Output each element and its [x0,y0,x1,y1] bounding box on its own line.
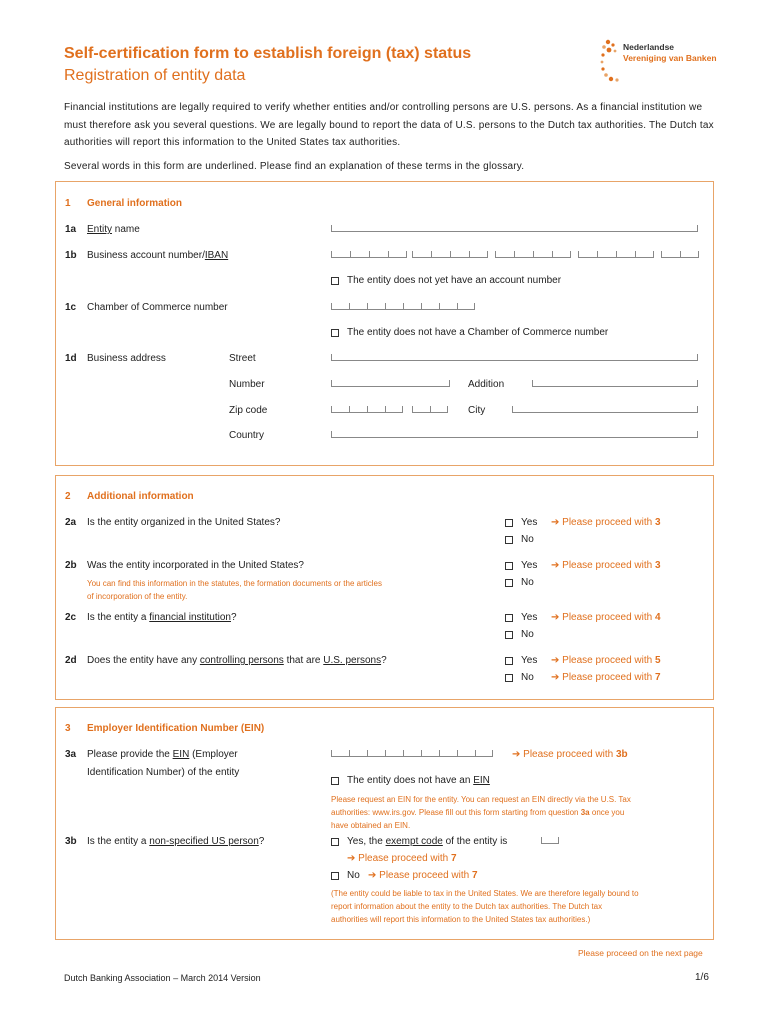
country-label: Country [229,430,265,441]
no-chamber-checkbox[interactable] [331,329,339,337]
q3b-term: non-specified US person [149,836,259,847]
section-1-number: 1 [65,198,71,209]
iban-field-group-5[interactable] [661,251,699,258]
q2d-yes-proceed-text: ➔ Please proceed with [551,655,655,666]
q2b-number: 2b [65,560,77,571]
q2a-yes-proceed [551,517,661,528]
country-field[interactable] [331,431,698,438]
no-chamber-label: The entity does not have a Chamber of Commerce number [347,327,609,338]
q1c-number: 1c [65,302,77,313]
q1a-label [87,224,140,235]
q3b-yes-term: exempt code [385,836,443,847]
footer-version: Dutch Banking Association – March 2014 Version [64,973,261,983]
no-ein-pre: The entity does not have an [347,775,474,786]
no-account-label: The entity does not yet have an account number [347,275,562,286]
section-3-title: Employer Identification Number (EIN) [87,723,265,734]
q3a-pre: Please provide the [87,749,173,760]
q2d-no-label: No [521,672,534,683]
q2d-no-checkbox[interactable] [505,674,513,682]
street-label: Street [229,353,256,364]
q3b-note-line1: (The entity could be liable to tax in the United States. We are therefore legally bound to [331,889,639,898]
q2d-no-proceed-text: ➔ Please proceed with [551,672,655,683]
q2d-no-proceed-target: 7 [655,672,661,683]
form-subtitle: Registration of entity data [64,67,246,84]
ein-field[interactable] [331,750,493,757]
q2c-proceed-target: 4 [655,612,661,623]
q2b-note-line2: of incorporation of the entity. [87,592,188,601]
q2a-yes-checkbox[interactable] [505,519,513,527]
q2d-yes-proceed [551,655,661,666]
q3a-term: EIN [172,749,190,760]
q2c-number: 2c [65,612,77,623]
section-3-number: 3 [65,723,71,734]
q2b-yes-checkbox[interactable] [505,562,513,570]
q3a-proceed-target: 3b [616,749,628,760]
q1b-label-pre: Business account number/ [87,250,205,261]
q3a-proceed [512,749,628,760]
no-ein-term: EIN [473,775,490,786]
q3a-note-line1: Please request an EIN for the entity. You can request an EIN directly via the U.S. Tax [331,795,631,804]
section-general-information [55,181,714,466]
q3a-note2-pre: authorities: www.irs.gov. Please fill out this form starting from question [331,808,581,817]
section-2-number: 2 [65,491,71,502]
no-ein-label [347,775,490,786]
q2d-post: ? [381,655,387,666]
q2d-label [87,655,387,666]
q2d-yes-proceed-target: 5 [655,655,661,666]
page-number: 1/6 [695,972,709,983]
no-ein-checkbox[interactable] [331,777,339,785]
section-1-title: General information [87,198,183,209]
q1d-label: Business address [87,353,166,364]
q1a-label-term: Entity [87,224,113,235]
zip-code-label: Zip code [229,405,268,416]
q2a-no-label: No [521,534,534,545]
q3b-yes-proceed-target: 7 [451,853,457,864]
q2a-number: 2a [65,517,77,528]
q3a-note2-ref: 3a [580,808,590,817]
q2c-yes-checkbox[interactable] [505,614,513,622]
iban-field-group-4[interactable] [578,251,654,258]
q3b-no-checkbox[interactable] [331,872,339,880]
next-page-note: Please proceed on the next page [578,948,703,958]
q2b-note-line1: You can find this information in the statutes, the formation documents or the articles [87,579,382,588]
q3b-no-label: No [347,870,360,881]
exempt-code-field[interactable] [541,837,559,844]
street-field[interactable] [331,354,698,361]
q2b-no-label: No [521,577,534,588]
q3a-label-line2: Identification Number) of the entity [87,767,240,778]
entity-name-field[interactable] [331,225,698,232]
q3b-no-proceed [368,870,478,881]
q3b-yes-post: of the entity is [442,836,508,847]
q3a-note-line3: have obtained an EIN. [331,821,411,830]
q2d-mid: that are [283,655,324,666]
q2c-no-checkbox[interactable] [505,631,513,639]
q2c-term: financial institution [149,612,231,623]
section-2-title: Additional information [87,491,194,502]
q2d-yes-checkbox[interactable] [505,657,513,665]
q1b-label [87,250,228,261]
q3b-number: 3b [65,836,77,847]
q2a-proceed-text: ➔ Please proceed with [551,517,655,528]
q2d-term-controlling: controlling persons [199,655,284,666]
q3a-number: 3a [65,749,77,760]
q2c-proceed-text: ➔ Please proceed with [551,612,655,623]
q2d-no-proceed [551,672,661,683]
house-number-field[interactable] [331,380,450,387]
q3b-no-proceed-target: 7 [472,870,478,881]
q3b-pre: Is the entity a [87,836,150,847]
q2b-yes-proceed [551,560,661,571]
chamber-of-commerce-field[interactable] [331,303,475,310]
q2c-yes-proceed [551,612,661,623]
no-account-checkbox[interactable] [331,277,339,285]
q3b-yes-checkbox[interactable] [331,838,339,846]
q2a-no-checkbox[interactable] [505,536,513,544]
addition-field[interactable] [532,380,698,387]
q1a-label-rest: name [112,224,140,235]
q1c-label: Chamber of Commerce number [87,302,228,313]
q2d-term-us-persons: U.S. persons [323,655,382,666]
city-field[interactable] [512,406,698,413]
logo-dots-icon [600,38,622,86]
intro-paragraph: Financial institutions are legally required to verify whether entities and/or controlling persons are U.S. persons. As a financial institution we must therefore ask you several questions. We are legally bound to report the data of U.S. persons to the Dutch tax authorities. The Dutch tax authorities will report this information to the United States tax authorities. [64,102,714,148]
q2d-pre: Does the entity have any [87,655,200,666]
form-title: Self-certification form to establish foreign (tax) status [64,45,472,62]
logo-line2: Vereniging van Banken [623,53,717,63]
q3b-note-line3: authorities will report this information to the United States tax authorities.) [331,915,591,924]
q3b-no-proceed-text: ➔ Please proceed with [368,870,472,881]
section-ein [55,707,714,940]
q3b-note-line2: report information about the entity to the Dutch tax authorities. The Dutch tax [331,902,603,911]
iban-field-group-1[interactable] [331,251,407,258]
nvb-logo [600,38,720,86]
q1a-number: 1a [65,224,77,235]
section-additional-information [55,475,714,700]
q1b-number: 1b [65,250,77,261]
q3b-yes-label [347,836,507,847]
addition-label: Addition [468,379,505,390]
q2b-proceed-text: ➔ Please proceed with [551,560,655,571]
city-label: City [468,405,486,416]
q1d-number: 1d [65,353,77,364]
q3b-yes-pre: Yes, the [347,836,386,847]
q3b-post: ? [258,836,265,847]
q2b-yes-label: Yes [521,560,538,571]
q3a-note2-post: once you [589,808,625,817]
q3a-post: (Employer [189,749,238,760]
q3b-label [87,836,264,847]
q3b-yes-proceed [347,853,457,864]
q2a-label: Is the entity organized in the United States? [87,517,281,528]
q2a-yes-label: Yes [521,517,538,528]
q2d-number: 2d [65,655,77,666]
glossary-note: Several words in this form are underlined. Please find an explanation of these terms in the glossary. [64,161,525,172]
logo-line1: Nederlandse [623,42,675,52]
iban-field-group-2[interactable] [412,251,488,258]
q2b-proceed-target: 3 [655,560,661,571]
q2c-pre: Is the entity a [87,612,150,623]
number-label: Number [229,379,265,390]
q2a-proceed-target: 3 [655,517,661,528]
q3a-note-line2 [331,806,624,819]
zip-code-letters-field[interactable] [412,406,448,413]
q2c-label [87,612,237,623]
q2c-post: ? [230,612,237,623]
q2c-no-label: No [521,629,534,640]
zip-code-digits-field[interactable] [331,406,403,413]
q3b-yes-proceed-text: ➔ Please proceed with [347,853,451,864]
q2b-no-checkbox[interactable] [505,579,513,587]
q3a-label-line1 [87,749,238,760]
q3a-proceed-text: ➔ Please proceed with [512,749,616,760]
q2b-label: Was the entity incorporated in the United States? [87,560,304,571]
iban-field-group-3[interactable] [495,251,571,258]
q2d-yes-label: Yes [521,655,538,666]
q2c-yes-label: Yes [521,612,538,623]
q1b-label-term: IBAN [204,250,229,261]
